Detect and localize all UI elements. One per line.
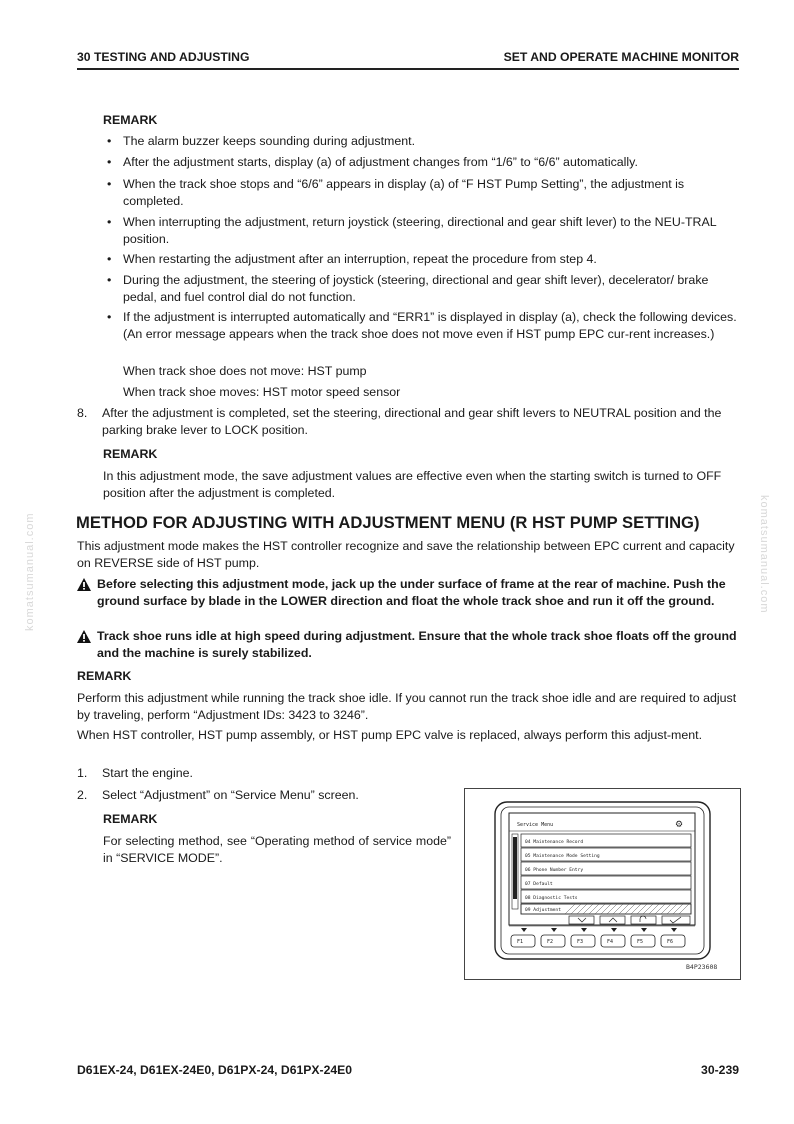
f2-key-label: F2 — [547, 939, 554, 945]
section-title: METHOD FOR ADJUSTING WITH ADJUSTMENT MENU (R HST PUMP SETTING) — [76, 513, 700, 532]
list-item: • When the track shoe stops and “6/6” appears in display (a) of “F HST Pump Setting”, the adjustment is completed. — [108, 176, 740, 210]
list-item: • After the adjustment starts, display (a) of adjustment changes from “1/6” to “6/6” automatically. — [108, 154, 740, 171]
section-intro: This adjustment mode makes the HST controller recognize and save the relationship between EPC current and capacity on REVERSE side of HST pump. — [77, 539, 735, 570]
f4-key-label: F4 — [607, 939, 614, 945]
step-text: Start the engine. — [102, 766, 193, 780]
list-item: • The alarm buzzer keeps sounding during adjustment. — [108, 133, 740, 150]
remark-heading: REMARK — [103, 447, 158, 461]
footer-models: D61EX-24, D61EX-24E0, D61PX-24, D61PX-24E0 — [77, 1063, 353, 1077]
remark-heading: REMARK — [103, 812, 158, 826]
step-number: 8. — [77, 406, 88, 420]
step-number: 1. — [77, 766, 88, 780]
monitor-illustration — [465, 789, 742, 981]
page-footer — [77, 1062, 739, 1079]
list-item: • If the adjustment is interrupted automatically and “ERR1” is displayed in display (a), check the following devices. (An error message appears when the track shoe does not move even if HST pump EPC cur-rent increases.) — [108, 309, 740, 343]
page-header — [77, 48, 739, 70]
sub-note: When track shoe moves: HST motor speed sensor — [123, 385, 401, 399]
f6-key-label: F6 — [667, 939, 674, 945]
remark-heading: REMARK — [77, 669, 132, 683]
header-section: 30 TESTING AND ADJUSTING — [77, 50, 250, 64]
note-text: When HST controller, HST pump assembly, or HST pump EPC valve is replaced, always perform this adjust-ment. — [77, 728, 703, 742]
figure-code: B4P23608 — [686, 963, 718, 971]
monitor-figure — [464, 788, 741, 980]
screen-title: Service Menu — [517, 822, 554, 828]
service-icon: ⚙ — [675, 820, 684, 830]
watermark-right: komatsumanual.com — [758, 495, 770, 614]
menu-item: 06 Phone Number Entry — [525, 868, 584, 873]
step-text: After the adjustment is completed, set the steering, directional and gear shift levers to NEUTRAL position and the parking brake lever to LOCK position. — [102, 406, 722, 437]
step-number: 2. — [77, 788, 88, 802]
page-number: 30-239 — [701, 1063, 739, 1077]
remark-text: Perform this adjustment while running the track shoe idle. If you cannot run the track shoe idle and are required to adjust by traveling, perform “Adjustment IDs: 3423 to 3246”. — [77, 691, 737, 722]
watermark-left: komatsumanual.com — [24, 512, 36, 631]
remark-text: In this adjustment mode, the save adjustment values are effective even when the starting switch is turned to OFF position after the adjustment is completed. — [103, 469, 722, 500]
sub-note: When track shoe does not move: HST pump — [123, 364, 367, 378]
menu-item: 04 Maintenance Record — [525, 840, 584, 845]
f5-key-label: F5 — [637, 939, 644, 945]
step-2 — [77, 787, 437, 804]
step-1 — [77, 765, 437, 782]
remark-text: For selecting method, see “Operating method of service mode” in “SERVICE MODE”. — [103, 834, 451, 865]
step-text: Select “Adjustment” on “Service Menu” screen. — [102, 788, 359, 802]
f1-key-label: F1 — [517, 939, 524, 945]
header-title: SET AND OPERATE MACHINE MONITOR — [503, 50, 739, 64]
f3-key-label: F3 — [577, 939, 584, 945]
menu-item-selected: 09 Adjustment — [525, 908, 561, 913]
menu-item: 08 Diagnostic Tests — [525, 896, 578, 901]
warning-icon — [77, 630, 91, 643]
list-item: • During the adjustment, the steering of joystick (steering, directional and gear shift lever), decelerator/ brake pedal, and fuel control dial do not function. — [108, 272, 740, 306]
menu-list — [521, 834, 691, 914]
remark-heading: REMARK — [103, 113, 158, 127]
warning-1: Before selecting this adjustment mode, jack up the under surface of frame at the rear of machine. Push the ground surface by blade in the LOWER direction and float the whole track shoe and run it off the ground. — [77, 576, 740, 610]
warning-2: Track shoe runs idle at high speed during adjustment. Ensure that the whole track shoe floats off the ground and the machine is surely stabilized. — [77, 628, 740, 662]
list-item: • When interrupting the adjustment, return joystick (steering, directional and gear shift lever) to the NEU-TRAL position. — [108, 214, 740, 248]
menu-item: 07 Default — [525, 882, 553, 887]
list-item: • When restarting the adjustment after an interruption, repeat the procedure from step 4. — [108, 251, 740, 268]
warning-icon — [77, 578, 91, 591]
menu-item: 05 Maintenance Mode Setting — [525, 854, 600, 859]
step-8 — [77, 405, 740, 439]
